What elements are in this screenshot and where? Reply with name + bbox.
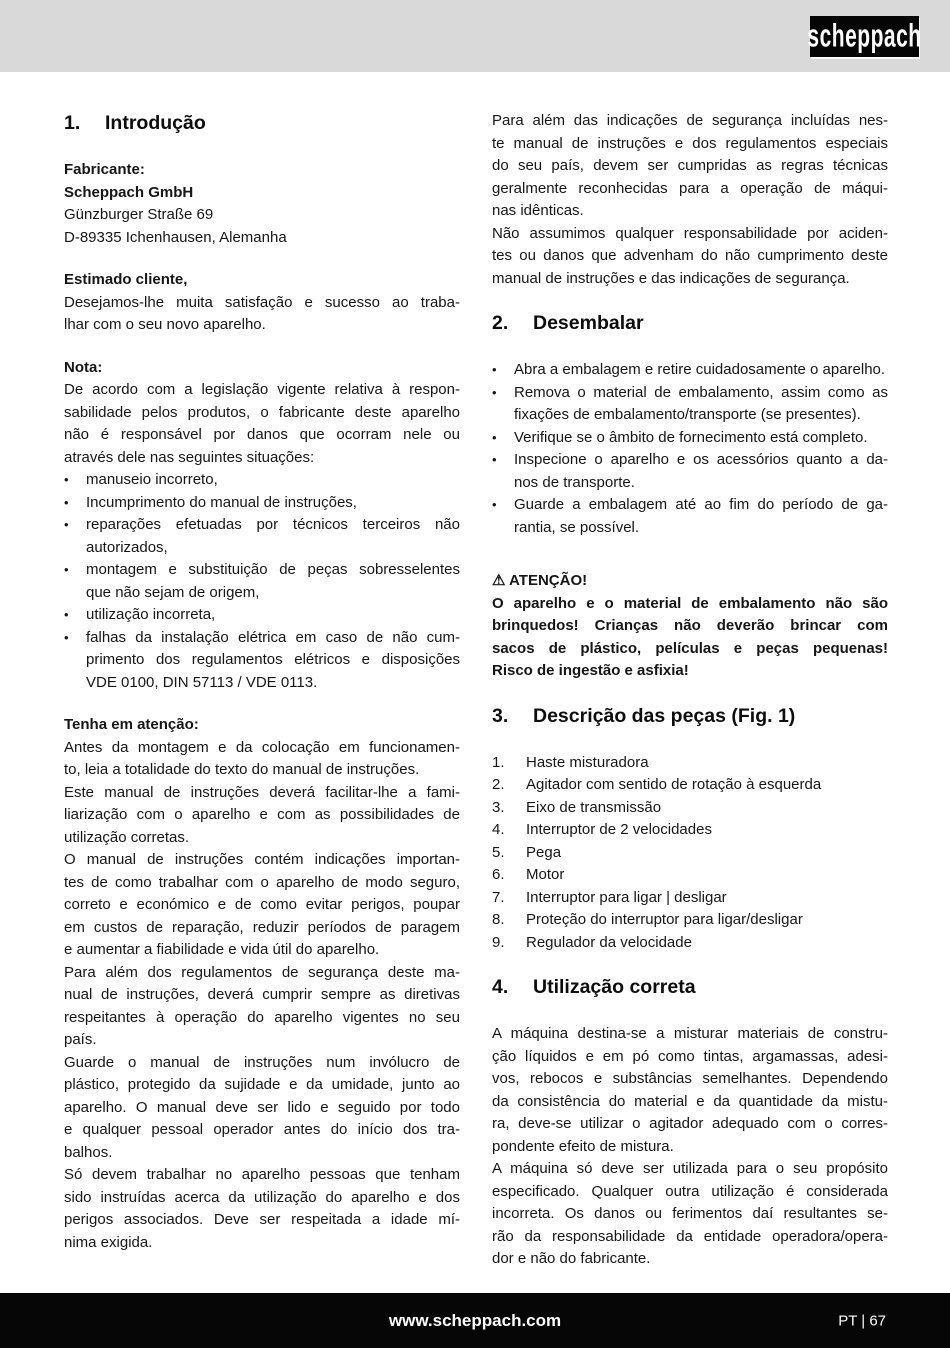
bullet-icon: • [492,452,497,467]
list-item [492,359,888,382]
text-line: país. [64,1031,97,1048]
text-line: dor e não do fabricante. [492,1250,651,1267]
text-line: ⚠ ATENÇÃO! [492,572,588,589]
footer-page-number: PT | 67 [838,1312,886,1329]
customer-greeting [64,269,460,337]
text-line: reparações efetuadas por técnicos terceiros não [86,516,460,533]
unpacking-steps-list [492,359,888,539]
text-line: manual de instruções e das indicações de segurança. [492,269,850,287]
bullet-icon: • [492,362,497,377]
text-line: da consistência do material e da quantidade da mistu- [492,1092,888,1110]
item-number: 6. [492,866,505,883]
item-text: Interruptor de 2 velocidades [526,821,712,838]
section-heading [492,974,888,1000]
text-line: Inspecione o aparelho e os acessórios quanto a da- [514,451,888,468]
bullet-icon: • [492,497,497,512]
text-line: Para além dos regulamentos de segurança deste ma- [64,963,460,981]
item-number: 4. [492,821,505,838]
bullet-text [86,514,460,559]
text-line: D-89335 Ichenhausen, Alemanha [64,228,287,246]
text-line: sabilidade pelos produtos, o fabricante deste aparelho [64,403,460,421]
text-line: Remova o material de embalamento, assim como as [514,383,888,401]
list-item [492,494,888,539]
text-line: pondente efeito de mistura. [492,1137,674,1155]
text-line: perigos associados. Deve ser respeitada a idade mí- [64,1211,460,1228]
text-line: Para além das indicações de segurança incluídas nes- [492,112,888,129]
left-column [64,110,460,1271]
list-item [64,627,460,695]
section-title: Desembalar [533,312,644,334]
bullet-text [86,492,460,515]
text-line: especificado. Qualquer outra utilização é considerada [492,1182,888,1200]
text-line: fixações de embalamento/transporte (se presentes). [514,406,861,423]
list-item [492,864,888,887]
list-item [64,559,460,604]
list-item [64,492,460,515]
text-line: De acordo com a legislação vigente relativa à respon- [64,381,460,398]
section-heading [64,110,460,136]
bullet-icon: • [64,562,69,577]
text-line: Scheppach GmbH [64,183,194,201]
bullet-text [514,427,888,450]
bullet-icon: • [64,494,69,510]
text-line: Não assumimos qualquer responsabilidade por aciden- [492,224,888,242]
text-line: e aumentar a fiabilidade e vida útil do aparelho. [64,941,380,958]
text-line: em custos de reparação, reduzir períodos de paragem [64,918,460,936]
item-text: Pega [526,843,562,861]
item-text: Agitador com sentido de rotação à esquerda [526,776,822,793]
text-line: montagem e substituição de peças sobresselentes [86,561,460,578]
item-text: Haste misturadora [526,753,649,771]
text-line: respeitantes à operação do aparelho vigentes no seu [64,1008,460,1026]
text-line: VDE 0100, DIN 57113 / VDE 0113. [86,673,318,691]
section-number: 1. [64,112,81,134]
item-number: 1. [492,753,505,771]
list-item [492,932,888,955]
item-text: Motor [526,866,565,883]
parts-list [492,752,888,955]
bullet-text [86,627,460,695]
text-line: sacos de plástico, películas e peças pequenas! [492,639,888,657]
item-number: 8. [492,911,505,928]
text-line: plástico, protegido da sujidade e da umidade, junto ao [64,1076,460,1093]
text-line: geralmente reconhecidas para a operação de máqui- [492,179,888,197]
bullet-icon: • [492,384,497,400]
list-item [492,449,888,494]
text-line: vos, rebocos e substâncias semelhantes. Dependendo [492,1070,888,1087]
text-line: rão da responsabilidade da entidade operadora/opera- [492,1227,888,1245]
item-number: 5. [492,843,505,861]
list-item [492,887,888,910]
text-line: tes ou danos que advenham do não cumprimento deste [492,247,888,264]
item-text: Proteção do interruptor para ligar/desligar [526,911,803,928]
text-line: Estimado cliente, [64,271,188,288]
text-line: falhas da instalação elétrica em caso de não cum- [86,628,460,646]
item-text: Regulador da velocidade [526,933,692,951]
list-item [492,909,888,932]
section-number: 2. [492,312,509,334]
bullet-icon: • [64,472,69,487]
manufacturer-address [64,159,460,249]
header-bar [0,0,950,72]
text-line: Risco de ingestão e asfixia! [492,662,689,679]
text-line: Desejamos-lhe muita satisfação e sucesso ao traba- [64,293,460,311]
bullet-icon: • [64,607,69,622]
footer-bar [0,1293,950,1348]
logo-text: scheppach [807,17,922,54]
item-number: 7. [492,888,505,906]
page-content [64,110,888,1271]
list-item [492,774,888,797]
text-line: nual de instruções, deverá cumprir sempre as diretivas [64,986,460,1003]
text-line: não é responsável por danos que ocorram nele ou [64,426,460,443]
text-line: O aparelho e o material de embalamento não são [492,594,888,612]
bullet-icon: • [64,629,69,645]
bullet-text [86,604,460,627]
item-number: 3. [492,798,505,816]
scheppach-logo [807,16,922,57]
text-line: utilização incorreta, [86,606,216,623]
text-line: e qualquer pessoal operador antes do início dos tra- [64,1121,460,1138]
liability-exclusions-list [64,469,460,694]
item-number: 2. [492,776,505,793]
text-line: Antes da montagem e da colocação em funcionamen- [64,738,460,756]
list-item [492,797,888,820]
attention-paragraph [64,714,460,1254]
text-line: incorreta. Os danos ou ferimentos daí resultantes se- [492,1205,888,1222]
text-line: Incumprimento do manual de instruções, [86,493,357,511]
text-line: brinquedos! Crianças não deverão brincar com [492,617,888,634]
text-line: utilização corretas. [64,828,190,846]
bullet-icon: • [64,517,69,532]
text-line: A máquina destina-se a misturar materiais de constru- [492,1025,888,1042]
section-number: 4. [492,976,509,998]
list-item [492,752,888,775]
text-line: ção líquidos e em pó como tintas, argamassas, adesi- [492,1047,888,1065]
note-paragraph [64,357,460,470]
text-line: nima exigida. [64,1233,153,1251]
bullet-text [514,382,888,427]
bullet-text [514,359,888,382]
text-line: aparelho. O manual deve ser lido e seguido por todo [64,1098,460,1116]
list-item [492,842,888,865]
list-item [64,514,460,559]
attention-warning [492,570,888,683]
text-line: lhar com o seu novo aparelho. [64,316,266,333]
text-line: te manual de instruções e dos regulamentos especiais [492,134,888,152]
bullet-text [514,449,888,494]
text-line: ra, deve-se utilizar o agitador adequado com o corres- [492,1115,888,1132]
text-line: Só devem trabalhar no aparelho pessoas que tenham [64,1166,460,1183]
list-item [64,469,460,492]
item-text: Eixo de transmissão [526,798,662,816]
text-line: primento dos regulamentos elétricos e disposições [86,651,460,668]
list-item [492,427,888,450]
section-heading [492,310,888,336]
text-line: Guarde o manual de instruções num invólucro de [64,1053,460,1071]
text-line: Guarde a embalagem até ao fim do período de ga- [514,496,888,513]
section-heading [492,703,888,729]
text-line: Fabricante: [64,161,145,178]
text-line: que não sejam de origem, [86,583,260,601]
safety-rules-paragraph [492,110,888,290]
list-item [492,382,888,427]
text-line: nos de transporte. [514,473,635,491]
text-line: Abra a embalagem e retire cuidadosamente o aparelho. [514,361,886,378]
text-line: Günzburger Straße 69 [64,206,214,223]
text-line: do seu país, devem ser cumpridas as regras técnicas [492,157,888,174]
text-line: rantia, se possível. [514,518,640,536]
text-line: sido instruídas acerca da utilização do aparelho e dos [64,1188,460,1206]
intended-use-paragraph [492,1023,888,1271]
text-line: liarização com o aparelho e com as possibilidades de [64,806,460,823]
bullet-text [514,494,888,539]
item-number: 9. [492,933,505,951]
section-title: Introdução [105,112,206,134]
bullet-icon: • [492,429,497,445]
text-line: A máquina só deve ser utilizada para o seu propósito [492,1160,888,1177]
text-line: Verifique se o âmbito de fornecimento está completo. [514,428,868,446]
bullet-text [86,559,460,604]
bullet-text [86,469,460,492]
text-line: Este manual de instruções deverá facilitar-lhe a fami- [64,783,460,801]
text-line: autorizados, [86,538,168,556]
text-line: tes de como trabalhar com o aparelho de modo seguro, [64,873,460,891]
section-number: 3. [492,704,509,727]
section-title: Utilização correta [533,976,696,998]
list-item [64,604,460,627]
text-line: através dele nas seguintes situações: [64,448,315,466]
text-line: O manual de instruções contém indicações importan- [64,851,460,868]
section-title: Descrição das peças (Fig. 1) [533,704,796,727]
text-line: manuseio incorreto, [86,471,218,488]
text-line: to, leia a totalidade do texto do manual de instruções. [64,761,420,778]
right-column [492,110,888,1271]
text-line: nas idênticas. [492,202,584,219]
text-line: correto e económico e de como evitar perigos, poupar [64,896,460,913]
list-item [492,819,888,842]
item-text: Interruptor para ligar | desligar [526,888,727,906]
text-line: balhos. [64,1143,113,1161]
footer-website: www.scheppach.com [388,1310,562,1330]
text-line: Tenha em atenção: [64,716,199,733]
text-line: Nota: [64,358,103,376]
